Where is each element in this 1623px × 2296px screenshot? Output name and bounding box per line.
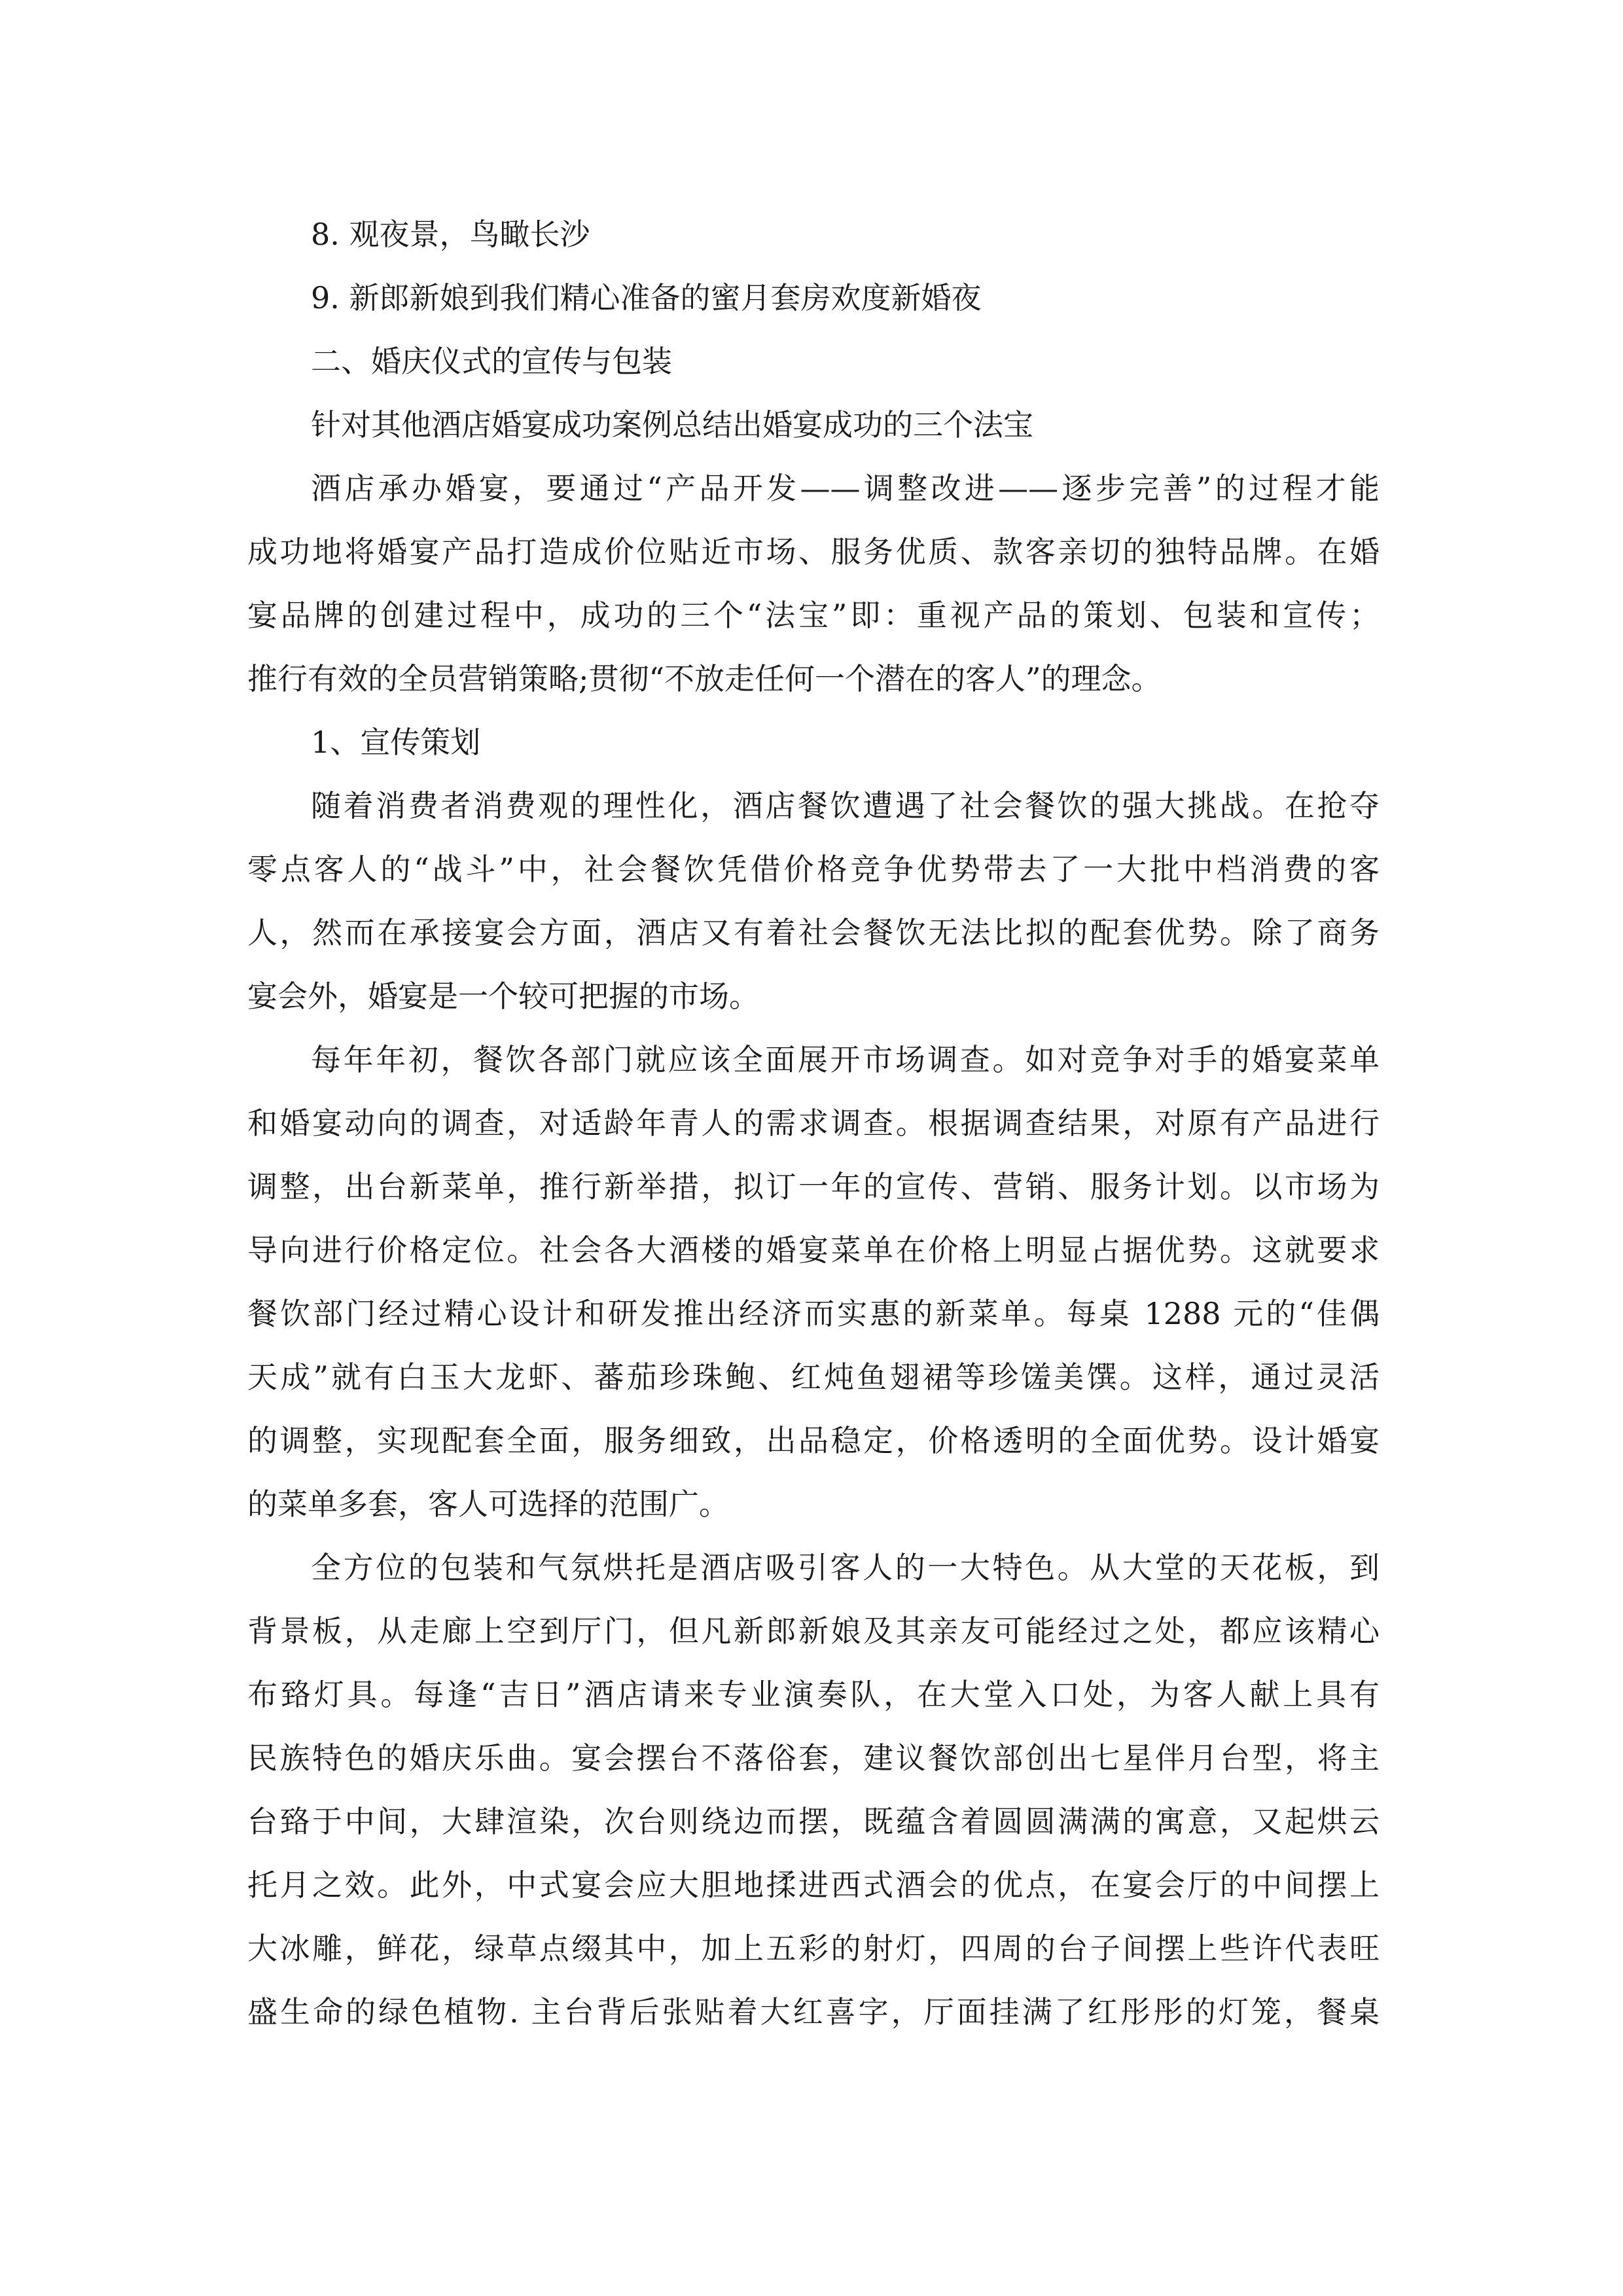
paragraph-line: 调整，出台新菜单，推行新举措，拟订一年的宣传、营销、服务计划。以市场为 [247,1169,1380,1204]
paragraph-4 [247,1536,1380,2044]
paragraph-line: 每年年初，餐饮各部门就应该全面展开市场调查。如对竞争对手的婚宴菜单 [311,1042,1380,1077]
paragraph-line: 餐饮部门经过精心设计和研发推出经济而实惠的新菜单。每桌 1288 元的“佳偶 [247,1296,1380,1331]
document-body [247,203,1380,2044]
paragraph-line: 背景板，从走廊上空到厅门，但凡新郎新娘及其亲友可能经过之处，都应该精心 [247,1613,1380,1649]
paragraph-line: 盛生命的绿色植物. 主台背后张贴着大红喜字，厅面挂满了红彤彤的灯笼，餐桌 [247,1994,1380,2030]
paragraph-line: 推行有效的全员营销策略;贯彻“不放走任何一个潜在的客人”的理念。 [247,661,1162,696]
paragraph-line: 和婚宴动向的调查，对适龄年青人的需求调查。根据调查结果，对原有产品进行 [247,1105,1380,1141]
paragraph-1 [247,457,1380,711]
paragraph-line: 宴会外，婚宴是一个较可把握的市场。 [247,978,759,1014]
paragraph-line: 大冰雕，鲜花，绿草点缀其中，加上五彩的射灯，四周的台子间摆上些许代表旺 [247,1931,1380,1966]
paragraph-line: 宴品牌的创建过程中，成功的三个“法宝”即：重视产品的策划、包装和宣传； [247,598,1380,633]
paragraph-line: 布臵灯具。每逢“吉日”酒店请来专业演奏队，在大堂入口处，为客人献上具有 [247,1677,1380,1712]
subheading: 1、宣传策划 [311,725,481,760]
paragraph-line: 天成”就有白玉大龙虾、蕃茄珍珠鲍、红炖鱼翅裙等珍馐美馔。这样，通过灵活 [247,1359,1380,1395]
paragraph-line: 全方位的包装和气氛烘托是酒店吸引客人的一大特色。从大堂的天花板，到 [311,1550,1380,1585]
paragraph-line: 酒店承办婚宴，要通过“产品开发——调整改进——逐步完善”的过程才能 [311,471,1380,506]
list-item-8: 8. 观夜景，鸟瞰长沙 [311,217,590,252]
paragraph-line: 成功地将婚宴产品打造成价位贴近市场、服务优质、款客亲切的独特品牌。在婚 [247,534,1380,569]
list-item-9: 9. 新郎新娘到我们精心准备的蜜月套房欢度新婚夜 [311,280,982,315]
intro-line: 针对其他酒店婚宴成功案例总结出婚宴成功的三个法宝 [311,407,1033,442]
paragraph-line: 随着消费者消费观的理性化，酒店餐饮遭遇了社会餐饮的强大挑战。在抢夺 [311,788,1380,823]
paragraph-line: 的调整，实现配套全面，服务细致，出品稳定，价格透明的全面优势。设计婚宴 [247,1423,1380,1458]
paragraph-3 [247,1028,1380,1536]
paragraph-line: 人，然而在承接宴会方面，酒店又有着社会餐饮无法比拟的配套优势。除了商务 [247,915,1380,950]
paragraph-line: 零点客人的“战斗”中，社会餐饮凭借价格竞争优势带去了一大批中档消费的客 [247,852,1380,887]
paragraph-line: 民族特色的婚庆乐曲。宴会摆台不落俗套，建议餐饮部创出七星伴月台型，将主 [247,1740,1380,1776]
paragraph-2 [247,774,1380,1028]
paragraph-line: 托月之效。此外，中式宴会应大胆地揉进西式酒会的优点，在宴会厅的中间摆上 [247,1867,1380,1903]
paragraph-line: 导向进行价格定位。社会各大酒楼的婚宴菜单在价格上明显占据优势。这就要求 [247,1232,1380,1268]
paragraph-line: 台臵于中间，大肆渲染，次台则绕边而摆，既蕴含着圆圆满满的寓意，又起烘云 [247,1804,1380,1839]
section-heading: 二、婚庆仪式的宣传与包装 [311,344,672,379]
paragraph-line: 的菜单多套，客人可选择的范围广。 [247,1486,729,1522]
